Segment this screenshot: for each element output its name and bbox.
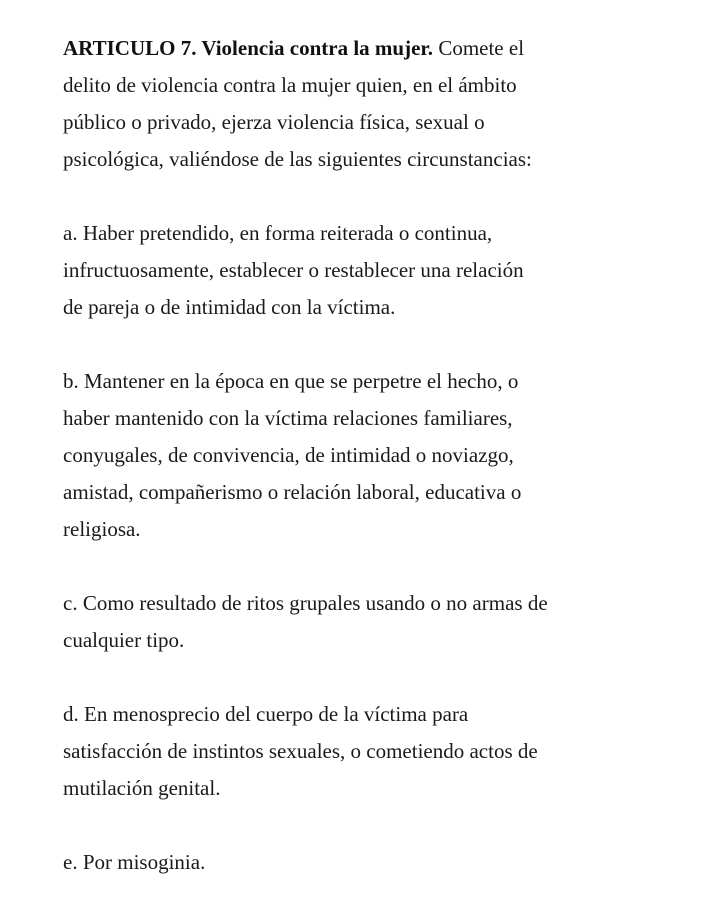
item-a-line: de pareja o de intimidad con la víctima. [63, 295, 396, 319]
item-b-line: conyugales, de convivencia, de intimidad o noviazgo, [63, 443, 514, 467]
item-d-line: satisfacción de instintos sexuales, o cometiendo actos de [63, 739, 538, 763]
item-e-line: e. Por misoginia. [63, 850, 206, 874]
item-d-line: d. En menosprecio del cuerpo de la víctima para [63, 702, 469, 726]
item-b-line: haber mantenido con la víctima relaciones familiares, [63, 406, 513, 430]
intro-line-4: psicológica, valiéndose de las siguientes circunstancias: [63, 147, 532, 171]
item-b-line: b. Mantener en la época en que se perpetre el hecho, o [63, 369, 519, 393]
item-b-line: amistad, compañerismo o relación laboral, educativa o [63, 480, 522, 504]
intro-line-2: delito de violencia contra la mujer quien, en el ámbito [63, 73, 517, 97]
item-c-line: cualquier tipo. [63, 628, 185, 652]
item-b-line: religiosa. [63, 517, 141, 541]
item-c-line: c. Como resultado de ritos grupales usando o no armas de [63, 591, 548, 615]
item-a-line: a. Haber pretendido, en forma reiterada o continua, [63, 221, 493, 245]
item-a [63, 215, 703, 326]
intro-text: Comete el [433, 36, 525, 60]
intro-line-1 [63, 30, 703, 67]
item-c [63, 585, 703, 659]
item-d-line: mutilación genital. [63, 776, 221, 800]
article-title: ARTICULO 7. Violencia contra la mujer. [63, 36, 434, 60]
intro-line-3: público o privado, ejerza violencia física, sexual o [63, 110, 485, 134]
item-b [63, 363, 703, 548]
article-document [63, 30, 703, 918]
item-e [63, 844, 703, 881]
item-d [63, 696, 703, 807]
item-a-line: infructuosamente, establecer o restablecer una relación [63, 258, 524, 282]
article-intro [63, 30, 703, 178]
